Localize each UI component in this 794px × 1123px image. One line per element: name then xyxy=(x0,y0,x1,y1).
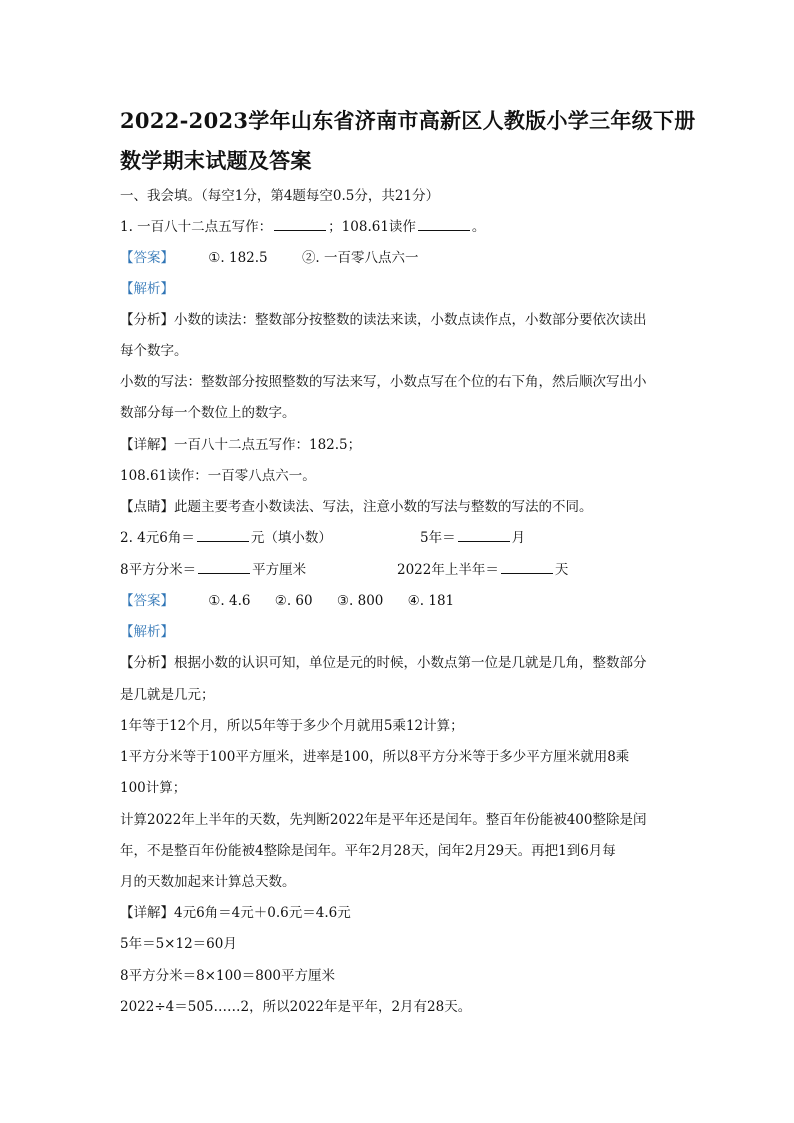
text-line: 【分析】根据小数的认识可知，单位是元的时候，小数点第一位是几就是几角，整数部分 xyxy=(120,655,647,671)
text-line: 1平方分米等于100平方厘米，进率是100，所以8平方分米等于多少平方厘米就用8乘 xyxy=(120,749,630,765)
section-heading: 一、我会填。（每空1分，第4题每空0.5分，共21分） xyxy=(120,188,440,204)
text-line: 月的天数加起来计算总天数。 xyxy=(120,874,296,890)
text-line: 数部分每一个数位上的数字。 xyxy=(120,405,296,421)
analysis-tag-2: 【解析】 xyxy=(120,624,174,640)
doc-title-line1: 2022-2023学年山东省济南市高新区人教版小学三年级下册 xyxy=(120,108,696,133)
text-line: 是几就是几元； xyxy=(120,687,215,703)
text-line: 计算2022年上半年的天数，先判断2022年是平年还是闰年。整百年份能被400整除是闰 xyxy=(120,812,647,828)
doc-title-line2: 数学期末试题及答案 xyxy=(120,148,312,173)
answer-blank xyxy=(418,218,470,231)
answer-blank xyxy=(501,561,553,574)
question-2-row1: 2. 4元6角＝ 元（填小数） 5年＝ 月 xyxy=(120,530,526,546)
question-1: 1. 一百八十二点五写作： ；108.61读作 。 xyxy=(120,219,486,235)
text-line: 2022÷4＝505……2，所以2022年是平年，2月有28天。 xyxy=(120,999,472,1015)
text-line: 年，不是整百年份能被4整除是闰年。平年2月28天，闰年2月29天。再把1到6月每 xyxy=(120,843,616,859)
answer-blank xyxy=(274,218,326,231)
question-2-row2: 8平方分米＝ 平方厘米 2022年上半年＝ 天 xyxy=(120,562,569,578)
answer-item: ③. 800 xyxy=(336,593,384,609)
text-line: 【分析】小数的读法：整数部分按整数的读法来读，小数点读作点，小数部分要依次读出 xyxy=(120,312,647,328)
text-line: 108.61读作：一百零八点六一。 xyxy=(120,468,316,484)
answer-blank xyxy=(458,529,510,542)
answer-tag: 【答案】 xyxy=(120,593,174,609)
answer-blank xyxy=(198,561,250,574)
text-line: 【点睛】此题主要考查小数读法、写法，注意小数的写法与整数的写法的不同。 xyxy=(120,499,593,515)
text-line: 100计算； xyxy=(120,780,187,796)
text-line: 8平方分米＝8×100＝800平方厘米 xyxy=(120,968,336,984)
text-line: 【详解】一百八十二点五写作：182.5； xyxy=(120,437,362,453)
answer-item: ②. 60 xyxy=(274,593,313,609)
answer-tag: 【答案】 xyxy=(120,250,174,266)
text-line: 【详解】4元6角＝4元＋0.6元＝4.6元 xyxy=(120,905,351,921)
answer-blank xyxy=(197,529,249,542)
answer-item: ④. 181 xyxy=(407,593,455,609)
answer-item: ②. 一百零八点六一 xyxy=(301,250,419,266)
answer-line-2 xyxy=(120,592,454,610)
text-line: 1年等于12个月，所以5年等于多少个月就用5乘12计算； xyxy=(120,718,464,734)
text-line: 每个数字。 xyxy=(120,343,188,359)
text-line: 5年＝5×12＝60月 xyxy=(120,936,237,952)
text-line: 小数的写法：整数部分按照整数的写法来写，小数点写在个位的右下角，然后顺次写出小 xyxy=(120,374,647,390)
analysis-tag-1: 【解析】 xyxy=(120,281,174,297)
answer-item: ①. 4.6 xyxy=(208,593,251,609)
answer-line-1 xyxy=(120,249,419,267)
answer-item: ①. 182.5 xyxy=(208,250,268,266)
